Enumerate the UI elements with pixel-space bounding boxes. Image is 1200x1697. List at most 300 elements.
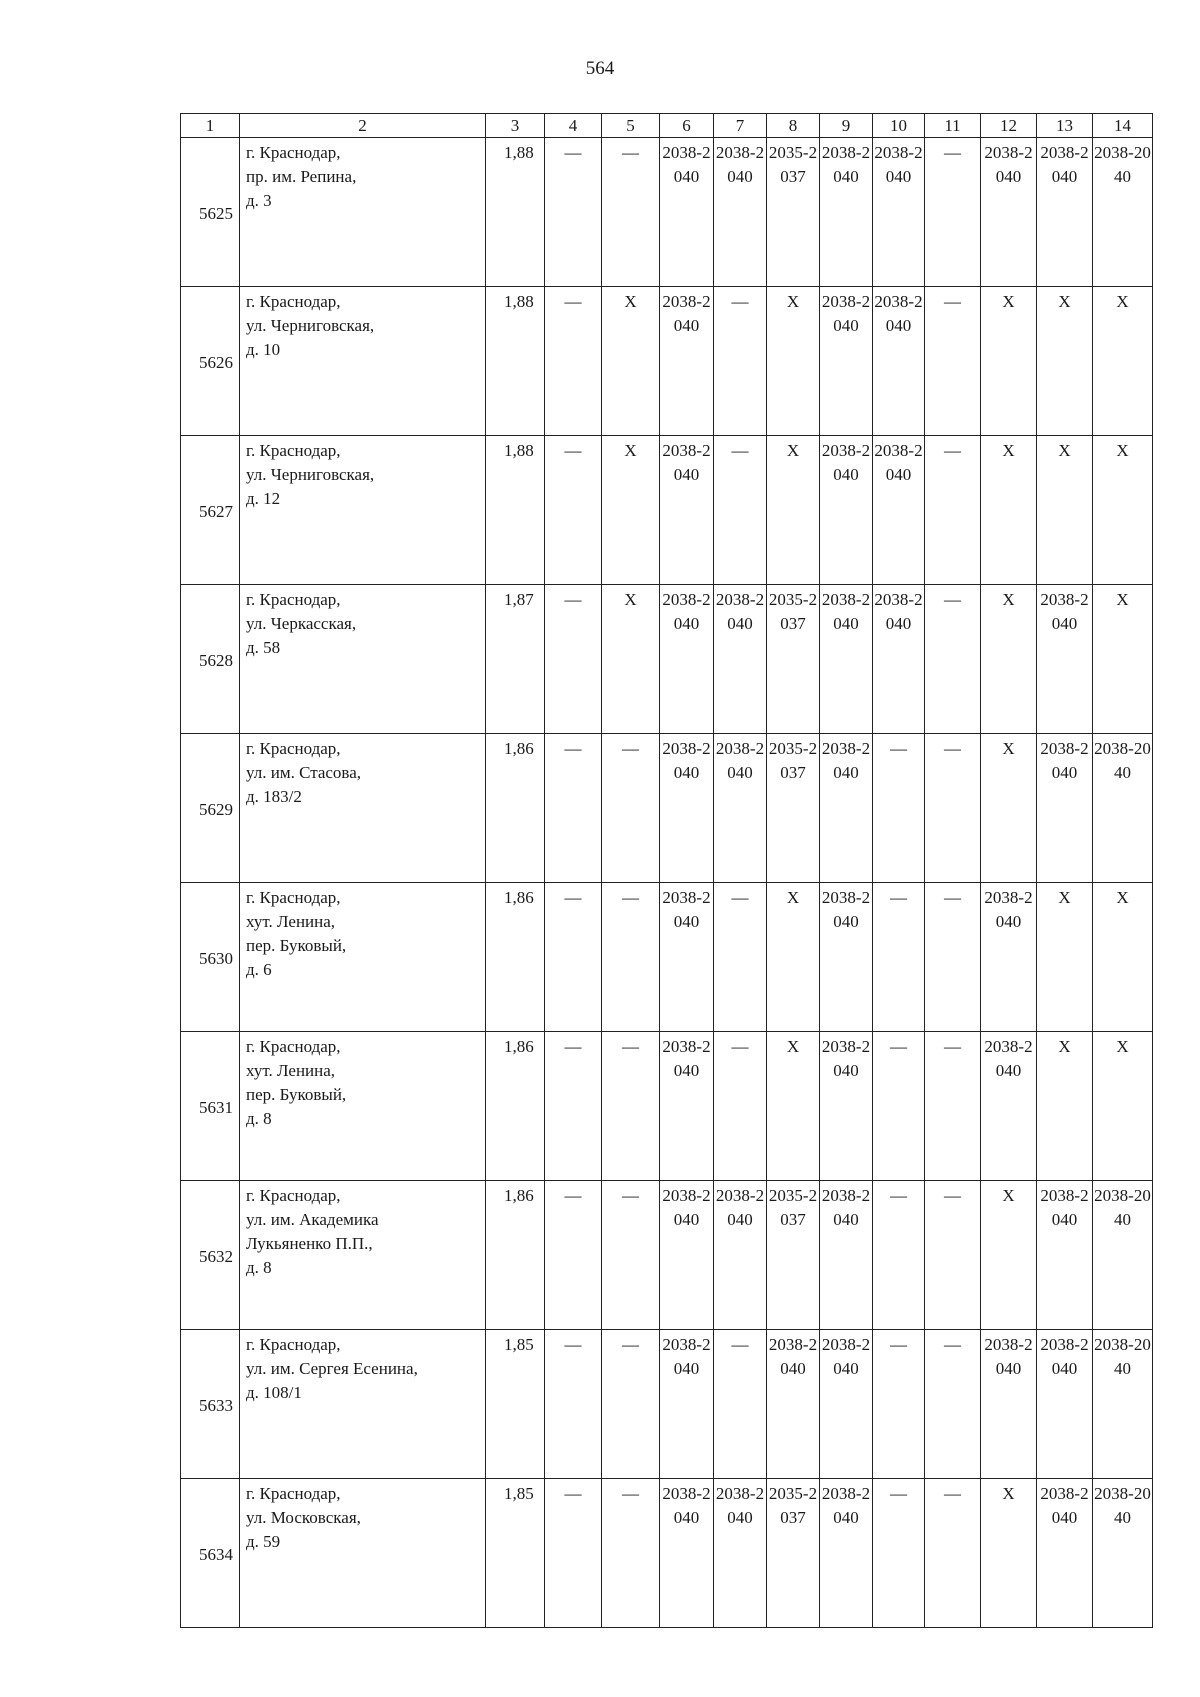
value-cell-col-13 (1037, 436, 1093, 585)
cell-value: — (564, 1484, 582, 1503)
coefficient-cell: 1,86 (486, 883, 545, 1032)
value-cell-col-9 (820, 138, 873, 287)
cell-value: 2038-2040 (1094, 739, 1151, 782)
cell-value: — (564, 292, 582, 311)
address-line: д. 108/1 (246, 1383, 302, 1402)
value-cell-col-5 (602, 1181, 660, 1330)
row-number: 5629 (181, 734, 240, 883)
value-cell-col-7 (714, 287, 767, 436)
column-header-11: 11 (925, 114, 981, 138)
cell-value: — (890, 1335, 907, 1354)
table-row (181, 883, 1153, 1032)
cell-value: Х (1058, 1037, 1071, 1056)
cell-value: — (731, 1335, 749, 1354)
cell-value: 2038-2040 (662, 739, 711, 782)
cell-value: — (622, 1037, 639, 1056)
address-line: г. Краснодар, (246, 292, 341, 311)
column-header-1: 1 (181, 114, 240, 138)
value-cell-col-10 (873, 1479, 925, 1628)
cell-value: — (890, 888, 907, 907)
column-header-10: 10 (873, 114, 925, 138)
cell-value: 2038-2040 (715, 1186, 765, 1229)
cell-value: 2038-2040 (662, 888, 711, 931)
value-cell-col-11 (925, 1479, 981, 1628)
value-cell-col-9 (820, 734, 873, 883)
address-cell (240, 734, 486, 883)
value-cell-col-7 (714, 1181, 767, 1330)
value-cell-col-10 (873, 138, 925, 287)
cell-value: 2038-2040 (715, 590, 765, 633)
value-cell-col-4 (545, 287, 602, 436)
value-cell-col-14 (1093, 883, 1153, 1032)
value-cell-col-11 (925, 1032, 981, 1181)
table-row (181, 436, 1153, 585)
cell-value: — (564, 1186, 582, 1205)
value-cell-col-5 (602, 585, 660, 734)
coefficient-cell: 1,88 (486, 138, 545, 287)
coefficient-cell: 1,88 (486, 287, 545, 436)
value-cell-col-10 (873, 585, 925, 734)
cell-value: 2038-2040 (821, 143, 871, 186)
address-line: д. 12 (246, 489, 281, 508)
cell-value: 2038-2040 (821, 590, 871, 633)
cell-value: — (622, 143, 639, 162)
value-cell-col-5 (602, 1330, 660, 1479)
column-header-2: 2 (240, 114, 486, 138)
value-cell-col-7 (714, 1032, 767, 1181)
cell-value: 2038-2040 (715, 143, 765, 186)
cell-value: Х (1116, 1037, 1129, 1056)
row-number: 5625 (181, 138, 240, 287)
cell-value: — (944, 143, 961, 162)
value-cell-col-6 (660, 585, 714, 734)
address-line: г. Краснодар, (246, 1186, 341, 1205)
value-cell-col-5 (602, 1032, 660, 1181)
cell-value: — (890, 1186, 907, 1205)
cell-value: Х (1002, 1186, 1015, 1205)
value-cell-col-6 (660, 1330, 714, 1479)
value-cell-col-12 (981, 585, 1037, 734)
value-cell-col-6 (660, 1032, 714, 1181)
value-cell-col-6 (660, 734, 714, 883)
value-cell-col-13 (1037, 287, 1093, 436)
cell-value: 2038-2040 (1040, 1335, 1089, 1378)
cell-value: 2038-2040 (662, 441, 711, 484)
address-cell (240, 585, 486, 734)
address-cell (240, 287, 486, 436)
value-cell-col-13 (1037, 1330, 1093, 1479)
cell-value: — (564, 1037, 582, 1056)
cell-value: Х (1116, 888, 1129, 907)
value-cell-col-14 (1093, 436, 1153, 585)
cell-value: 2038-2040 (874, 441, 923, 484)
value-cell-col-8 (767, 138, 820, 287)
value-cell-col-14 (1093, 1330, 1153, 1479)
address-line: ул. Черниговская, (246, 316, 375, 335)
cell-value: Х (1058, 292, 1071, 311)
cell-value: 2038-2040 (1094, 1186, 1151, 1229)
address-line: пр. им. Репина, (246, 167, 357, 186)
cell-value: — (944, 1335, 961, 1354)
value-cell-col-14 (1093, 585, 1153, 734)
cell-value: Х (786, 441, 800, 460)
value-cell-col-9 (820, 436, 873, 585)
cell-value: 2038-2040 (1040, 1186, 1089, 1229)
cell-value: Х (624, 292, 637, 311)
row-number: 5634 (181, 1479, 240, 1628)
value-cell-col-8 (767, 883, 820, 1032)
cell-value: 2038-2040 (821, 1484, 871, 1527)
address-line: д. 8 (246, 1109, 272, 1128)
coefficient-cell: 1,86 (486, 1032, 545, 1181)
address-cell (240, 138, 486, 287)
value-cell-col-8 (767, 585, 820, 734)
cell-value: 2038-2040 (1040, 590, 1089, 633)
value-cell-col-10 (873, 287, 925, 436)
value-cell-col-7 (714, 585, 767, 734)
value-cell-col-6 (660, 1181, 714, 1330)
value-cell-col-12 (981, 734, 1037, 883)
cell-value: — (944, 590, 961, 609)
address-line: г. Краснодар, (246, 143, 341, 162)
cell-value: Х (1116, 441, 1129, 460)
coefficient-cell: 1,86 (486, 734, 545, 883)
address-line: пер. Буковый, (246, 936, 347, 955)
cell-value: — (731, 292, 749, 311)
address-line: г. Краснодар, (246, 590, 341, 609)
table-body (181, 114, 1153, 1628)
value-cell-col-7 (714, 138, 767, 287)
value-cell-col-4 (545, 1330, 602, 1479)
value-cell-col-14 (1093, 138, 1153, 287)
row-number: 5627 (181, 436, 240, 585)
cell-value: Х (1116, 292, 1129, 311)
address-line: ул. им. Академика (246, 1210, 379, 1229)
value-cell-col-5 (602, 287, 660, 436)
value-cell-col-11 (925, 1181, 981, 1330)
table-row (181, 287, 1153, 436)
value-cell-col-9 (820, 1181, 873, 1330)
cell-value: — (890, 739, 907, 758)
cell-value: Х (786, 292, 800, 311)
cell-value: 2038-2040 (1094, 1335, 1151, 1378)
value-cell-col-8 (767, 1330, 820, 1479)
cell-value: Х (624, 441, 637, 460)
cell-value: 2035-2037 (768, 590, 818, 633)
cell-value: 2035-2037 (768, 739, 818, 782)
value-cell-col-11 (925, 138, 981, 287)
cell-value: 2038-2040 (768, 1335, 818, 1378)
value-cell-col-8 (767, 287, 820, 436)
cell-value: — (564, 888, 582, 907)
address-line: Лукьяненко П.П., (246, 1234, 373, 1253)
value-cell-col-7 (714, 1479, 767, 1628)
column-header-14: 14 (1093, 114, 1153, 138)
cell-value: 2038-2040 (821, 441, 871, 484)
cell-value: 2038-2040 (662, 1335, 711, 1378)
row-number: 5630 (181, 883, 240, 1032)
address-line: д. 10 (246, 340, 281, 359)
value-cell-col-10 (873, 436, 925, 585)
value-cell-col-13 (1037, 883, 1093, 1032)
address-cell (240, 1032, 486, 1181)
value-cell-col-9 (820, 585, 873, 734)
coefficient-cell: 1,85 (486, 1479, 545, 1628)
address-cell (240, 436, 486, 585)
table-row (181, 1032, 1153, 1181)
cell-value: — (731, 441, 749, 460)
row-number: 5631 (181, 1032, 240, 1181)
address-line: ул. Черниговская, (246, 465, 375, 484)
value-cell-col-13 (1037, 1479, 1093, 1628)
cell-value: — (890, 1484, 907, 1503)
value-cell-col-4 (545, 734, 602, 883)
cell-value: — (564, 590, 582, 609)
cell-value: — (890, 1037, 907, 1056)
address-line: ул. Московская, (246, 1508, 361, 1527)
cell-value: — (944, 739, 961, 758)
row-number: 5628 (181, 585, 240, 734)
cell-value: 2038-2040 (715, 739, 765, 782)
address-line: хут. Ленина, (246, 1061, 336, 1080)
value-cell-col-8 (767, 734, 820, 883)
table-row (181, 1181, 1153, 1330)
value-cell-col-4 (545, 1032, 602, 1181)
value-cell-col-4 (545, 138, 602, 287)
address-line: д. 6 (246, 960, 272, 979)
value-cell-col-14 (1093, 1479, 1153, 1628)
value-cell-col-9 (820, 1330, 873, 1479)
value-cell-col-4 (545, 436, 602, 585)
cell-value: 2038-2040 (821, 739, 871, 782)
cell-value: 2038-2040 (821, 888, 871, 931)
registry-table (180, 113, 1153, 1628)
cell-value: — (622, 1335, 639, 1354)
cell-value: 2038-2040 (662, 1186, 711, 1229)
value-cell-col-11 (925, 734, 981, 883)
cell-value: Х (1002, 590, 1015, 609)
table-row (181, 1479, 1153, 1628)
value-cell-col-6 (660, 287, 714, 436)
value-cell-col-8 (767, 1032, 820, 1181)
cell-value: 2038-2040 (821, 1335, 871, 1378)
cell-value: 2035-2037 (768, 1186, 818, 1229)
cell-value: Х (786, 1037, 800, 1056)
value-cell-col-11 (925, 287, 981, 436)
cell-value: 2038-2040 (984, 888, 1033, 931)
address-line: д. 3 (246, 191, 272, 210)
coefficient-cell: 1,87 (486, 585, 545, 734)
cell-value: — (622, 739, 639, 758)
value-cell-col-14 (1093, 1181, 1153, 1330)
value-cell-col-13 (1037, 1181, 1093, 1330)
address-cell (240, 1330, 486, 1479)
cell-value: Х (1002, 292, 1015, 311)
value-cell-col-4 (545, 585, 602, 734)
cell-value: — (622, 888, 639, 907)
value-cell-col-11 (925, 883, 981, 1032)
cell-value: 2035-2037 (768, 1484, 818, 1527)
value-cell-col-12 (981, 1181, 1037, 1330)
value-cell-col-10 (873, 883, 925, 1032)
address-line: г. Краснодар, (246, 441, 341, 460)
cell-value: — (622, 1186, 639, 1205)
coefficient-cell: 1,86 (486, 1181, 545, 1330)
column-header-5: 5 (602, 114, 660, 138)
cell-value: — (731, 1037, 749, 1056)
value-cell-col-14 (1093, 287, 1153, 436)
cell-value: — (944, 1484, 961, 1503)
cell-value: Х (1116, 590, 1129, 609)
table-row (181, 734, 1153, 883)
value-cell-col-14 (1093, 1032, 1153, 1181)
table-row (181, 585, 1153, 734)
value-cell-col-4 (545, 1181, 602, 1330)
address-line: д. 8 (246, 1258, 272, 1277)
value-cell-col-12 (981, 287, 1037, 436)
cell-value: 2038-2040 (1040, 143, 1089, 186)
value-cell-col-9 (820, 883, 873, 1032)
cell-value: 2038-2040 (662, 143, 711, 186)
value-cell-col-8 (767, 436, 820, 585)
cell-value: 2038-2040 (821, 292, 871, 335)
column-header-6: 6 (660, 114, 714, 138)
cell-value: — (944, 1037, 961, 1056)
coefficient-cell: 1,88 (486, 436, 545, 585)
value-cell-col-12 (981, 436, 1037, 585)
value-cell-col-11 (925, 436, 981, 585)
column-number-header-row (181, 114, 1153, 138)
column-header-9: 9 (820, 114, 873, 138)
column-header-4: 4 (545, 114, 602, 138)
value-cell-col-5 (602, 436, 660, 585)
address-line: д. 59 (246, 1532, 281, 1551)
value-cell-col-13 (1037, 734, 1093, 883)
address-cell (240, 883, 486, 1032)
address-line: ул. Черкасская, (246, 614, 357, 633)
row-number: 5626 (181, 287, 240, 436)
value-cell-col-14 (1093, 734, 1153, 883)
column-header-12: 12 (981, 114, 1037, 138)
cell-value: 2038-2040 (1094, 143, 1151, 186)
value-cell-col-5 (602, 734, 660, 883)
cell-value: Х (1002, 441, 1015, 460)
value-cell-col-6 (660, 1479, 714, 1628)
cell-value: — (622, 1484, 639, 1503)
column-header-3: 3 (486, 114, 545, 138)
cell-value: Х (1002, 1484, 1015, 1503)
cell-value: — (564, 1335, 582, 1354)
table-row (181, 138, 1153, 287)
value-cell-col-8 (767, 1181, 820, 1330)
value-cell-col-12 (981, 1330, 1037, 1479)
address-line: хут. Ленина, (246, 912, 336, 931)
value-cell-col-7 (714, 734, 767, 883)
cell-value: — (564, 143, 582, 162)
value-cell-col-13 (1037, 585, 1093, 734)
cell-value: 2038-2040 (821, 1186, 871, 1229)
cell-value: — (944, 1186, 961, 1205)
value-cell-col-5 (602, 1479, 660, 1628)
cell-value: 2038-2040 (984, 1335, 1033, 1378)
value-cell-col-10 (873, 1181, 925, 1330)
value-cell-col-12 (981, 1032, 1037, 1181)
address-line: ул. им. Сергея Есенина, (246, 1359, 418, 1378)
address-line: г. Краснодар, (246, 888, 341, 907)
address-line: г. Краснодар, (246, 1037, 341, 1056)
page-number: 564 (585, 58, 615, 79)
value-cell-col-9 (820, 1479, 873, 1628)
address-line: г. Краснодар, (246, 739, 341, 758)
value-cell-col-5 (602, 883, 660, 1032)
cell-value: — (944, 888, 961, 907)
value-cell-col-12 (981, 1479, 1037, 1628)
cell-value: 2038-2040 (874, 590, 923, 633)
value-cell-col-9 (820, 287, 873, 436)
value-cell-col-9 (820, 1032, 873, 1181)
value-cell-col-11 (925, 585, 981, 734)
value-cell-col-7 (714, 883, 767, 1032)
value-cell-col-12 (981, 138, 1037, 287)
cell-value: 2038-2040 (874, 292, 923, 335)
address-line: д. 183/2 (246, 787, 302, 806)
cell-value: 2038-2040 (1040, 1484, 1089, 1527)
value-cell-col-5 (602, 138, 660, 287)
cell-value: — (944, 292, 961, 311)
value-cell-col-13 (1037, 138, 1093, 287)
row-number: 5632 (181, 1181, 240, 1330)
value-cell-col-6 (660, 138, 714, 287)
value-cell-col-10 (873, 1032, 925, 1181)
row-number: 5633 (181, 1330, 240, 1479)
address-line: д. 58 (246, 638, 281, 657)
column-header-13: 13 (1037, 114, 1093, 138)
value-cell-col-10 (873, 1330, 925, 1479)
value-cell-col-11 (925, 1330, 981, 1479)
cell-value: Х (624, 590, 637, 609)
table-row (181, 1330, 1153, 1479)
cell-value: 2038-2040 (1094, 1484, 1151, 1527)
cell-value: — (944, 441, 961, 460)
cell-value: — (564, 739, 582, 758)
cell-value: 2038-2040 (715, 1484, 765, 1527)
value-cell-col-10 (873, 734, 925, 883)
address-line: пер. Буковый, (246, 1085, 347, 1104)
value-cell-col-4 (545, 883, 602, 1032)
cell-value: — (564, 441, 582, 460)
cell-value: Х (1002, 739, 1015, 758)
cell-value: — (731, 888, 749, 907)
value-cell-col-13 (1037, 1032, 1093, 1181)
value-cell-col-12 (981, 883, 1037, 1032)
address-line: г. Краснодар, (246, 1484, 341, 1503)
column-header-8: 8 (767, 114, 820, 138)
cell-value: Х (1058, 888, 1071, 907)
cell-value: 2038-2040 (984, 143, 1033, 186)
cell-value: 2038-2040 (662, 1037, 711, 1080)
address-cell (240, 1181, 486, 1330)
value-cell-col-7 (714, 1330, 767, 1479)
coefficient-cell: 1,85 (486, 1330, 545, 1479)
cell-value: Х (1058, 441, 1071, 460)
address-cell (240, 1479, 486, 1628)
cell-value: 2038-2040 (662, 590, 711, 633)
value-cell-col-6 (660, 883, 714, 1032)
cell-value: 2038-2040 (821, 1037, 871, 1080)
cell-value: 2038-2040 (662, 292, 711, 335)
cell-value: 2035-2037 (768, 143, 818, 186)
value-cell-col-4 (545, 1479, 602, 1628)
